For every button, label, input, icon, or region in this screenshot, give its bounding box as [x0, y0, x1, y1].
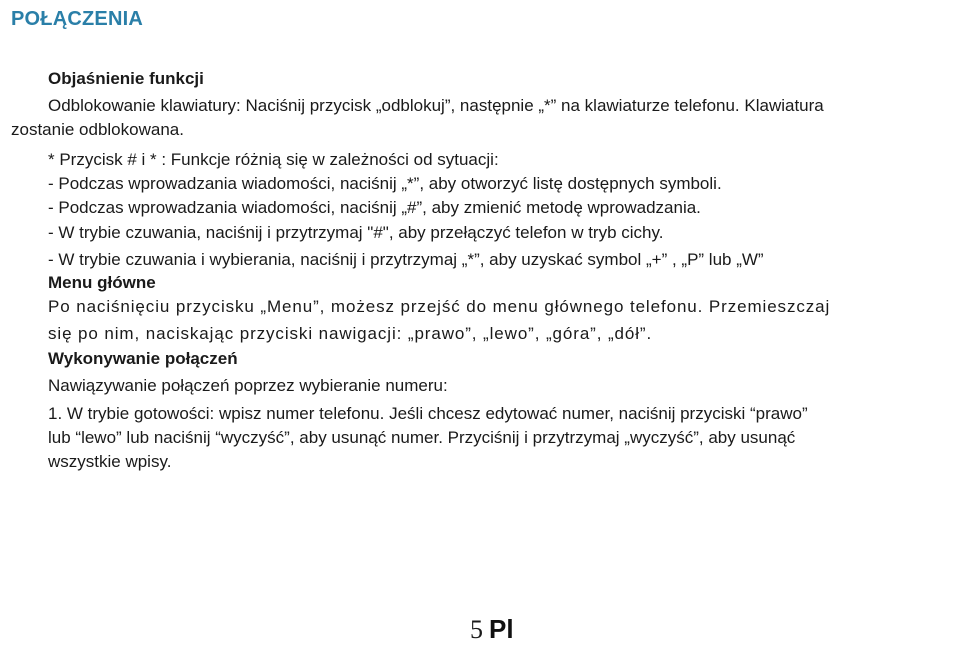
- bullet-input-method: - Podczas wprowadzania wiadomości, naciśnij „#”, aby zmienić metodę wprowadzania.: [48, 198, 701, 217]
- bullet-silent-mode: - W trybie czuwania, naciśnij i przytrzymaj "#", aby przełączyć telefon w tryb cichy.: [48, 223, 664, 242]
- keys-intro: * Przycisk # i * : Funkcje różnią się w zależności od sytuacji:: [48, 150, 499, 169]
- bullet-symbols: - Podczas wprowadzania wiadomości, naciśnij „*”, aby otworzyć listę dostępnych symboli.: [48, 174, 722, 193]
- calls-heading: Wykonywanie połączeń: [48, 349, 238, 368]
- bullet-special-symbols: - W trybie czuwania i wybierania, naciśnij i przytrzymaj „*”, aby uzyskać symbol „+” , „P” lub „W”: [48, 250, 764, 269]
- calls-intro: Nawiązywanie połączeń poprzez wybieranie numeru:: [48, 376, 448, 395]
- page-number: 5: [470, 615, 483, 644]
- step-1-line-2: lub “lewo” lub naciśnij “wyczyść”, aby usunąć numer. Przyciśnij i przytrzymaj „wyczyść”, aby usunąć: [48, 428, 796, 447]
- step-1-line-3: wszystkie wpisy.: [48, 452, 172, 471]
- page-footer: [470, 614, 514, 645]
- language-code: Pl: [489, 614, 514, 644]
- unlock-text-line-1: Odblokowanie klawiatury: Naciśnij przycisk „odblokuj”, następnie „*” na klawiaturze telefonu. Klawiatura: [48, 96, 824, 115]
- menu-text-line-2: się po nim, naciskając przyciski nawigacji: „prawo”, „lewo”, „góra”, „dół”.: [48, 324, 653, 343]
- menu-heading: Menu główne: [48, 273, 156, 292]
- function-heading: Objaśnienie funkcji: [48, 69, 204, 88]
- menu-text-line-1: Po naciśnięciu przycisku „Menu”, możesz przejść do menu głównego telefonu. Przemieszczaj: [48, 297, 831, 316]
- page-title: POŁĄCZENIA: [11, 8, 143, 30]
- step-1-line-1: 1. W trybie gotowości: wpisz numer telefonu. Jeśli chcesz edytować numer, naciśnij przyciski “prawo”: [48, 404, 808, 423]
- unlock-text-line-2: zostanie odblokowana.: [11, 120, 184, 139]
